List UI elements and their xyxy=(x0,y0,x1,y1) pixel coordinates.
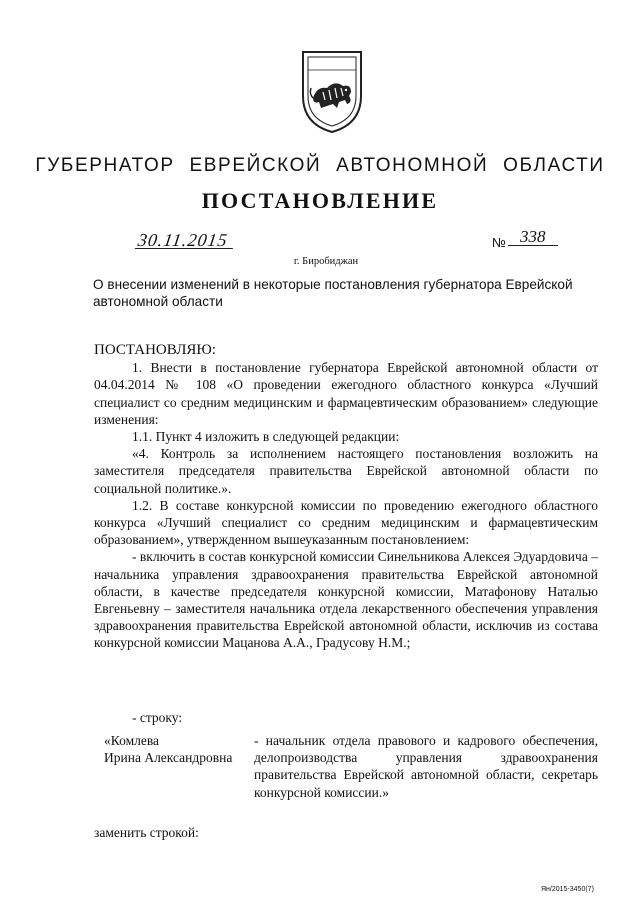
paragraph-replace-with: заменить строкой: xyxy=(94,825,199,840)
footer-code: Ян/2015-3450(7) xyxy=(541,886,594,893)
paragraph-1: 1. Внести в постановление губернатора Еврейской автономной области от 04.04.2014 № 108 «О проведении ежегодного областного конкурса «Лучший специалист со средним медицинским и фармацевтическим образованием» следующие изменения: xyxy=(94,360,598,427)
issuer-title: ГУБЕРНАТОР ЕВРЕЙСКОЙ АВТОНОМНОЙ ОБЛАСТИ xyxy=(35,155,605,176)
city: г. Биробиджан xyxy=(293,256,359,267)
number-label: № xyxy=(492,235,506,250)
coat-of-arms-icon xyxy=(299,50,365,134)
document-body xyxy=(94,342,598,652)
paragraph-include: - включить в состав конкурсной комиссии Синельникова Алексея Эдуардовича – начальника управления здравоохранения правительства Еврейской автономной области, в качестве председателя конкурсной комиссии, Матафонову Наталью Евгеньевну – заместителя начальника отдела лекарственного обеспечения управления здравоохранения правительства Еврейской автономной области, исключив из состава конкурсной комиссии Мацанова А.А., Градусову Н.М.; xyxy=(94,549,598,651)
paragraph-1-2: 1.2. В составе конкурсной комиссии по проведению ежегодного областного конкурса «Лучший специалист со средним медицинским и фармацевтическим образованием», утвержденном вышеуказанным постановлением: xyxy=(94,497,598,548)
decree-heading: ПОСТАНОВЛЯЮ: xyxy=(94,342,216,358)
replace-name-line-2: Ирина Александровна xyxy=(104,750,233,766)
document-date: 30.11.2015 xyxy=(135,232,235,249)
replace-name-line-1: «Комлева xyxy=(104,733,160,748)
document-number: 338 xyxy=(508,229,558,246)
document-type: ПОСТАНОВЛЕНИЕ xyxy=(201,188,439,213)
replace-role: - начальник отдела правового и кадрового обеспечения, делопроизводства управления здравоохранения правительства Еврейской автономной области, секретарь конкурсной комиссии.» xyxy=(254,733,598,800)
replace-person xyxy=(94,732,254,766)
document-subject: О внесении изменений в некоторые постановления губернатора Еврейской автономной области xyxy=(93,277,573,309)
paragraph-string: - строку: xyxy=(132,710,183,725)
paragraph-1-1-text: «4. Контроль за исполнением настоящего постановления возложить на заместителя председателя правительства Еврейской автономной области по социальной политике.». xyxy=(94,446,598,496)
paragraph-1-1: 1.1. Пункт 4 изложить в следующей редакции: xyxy=(132,429,400,445)
